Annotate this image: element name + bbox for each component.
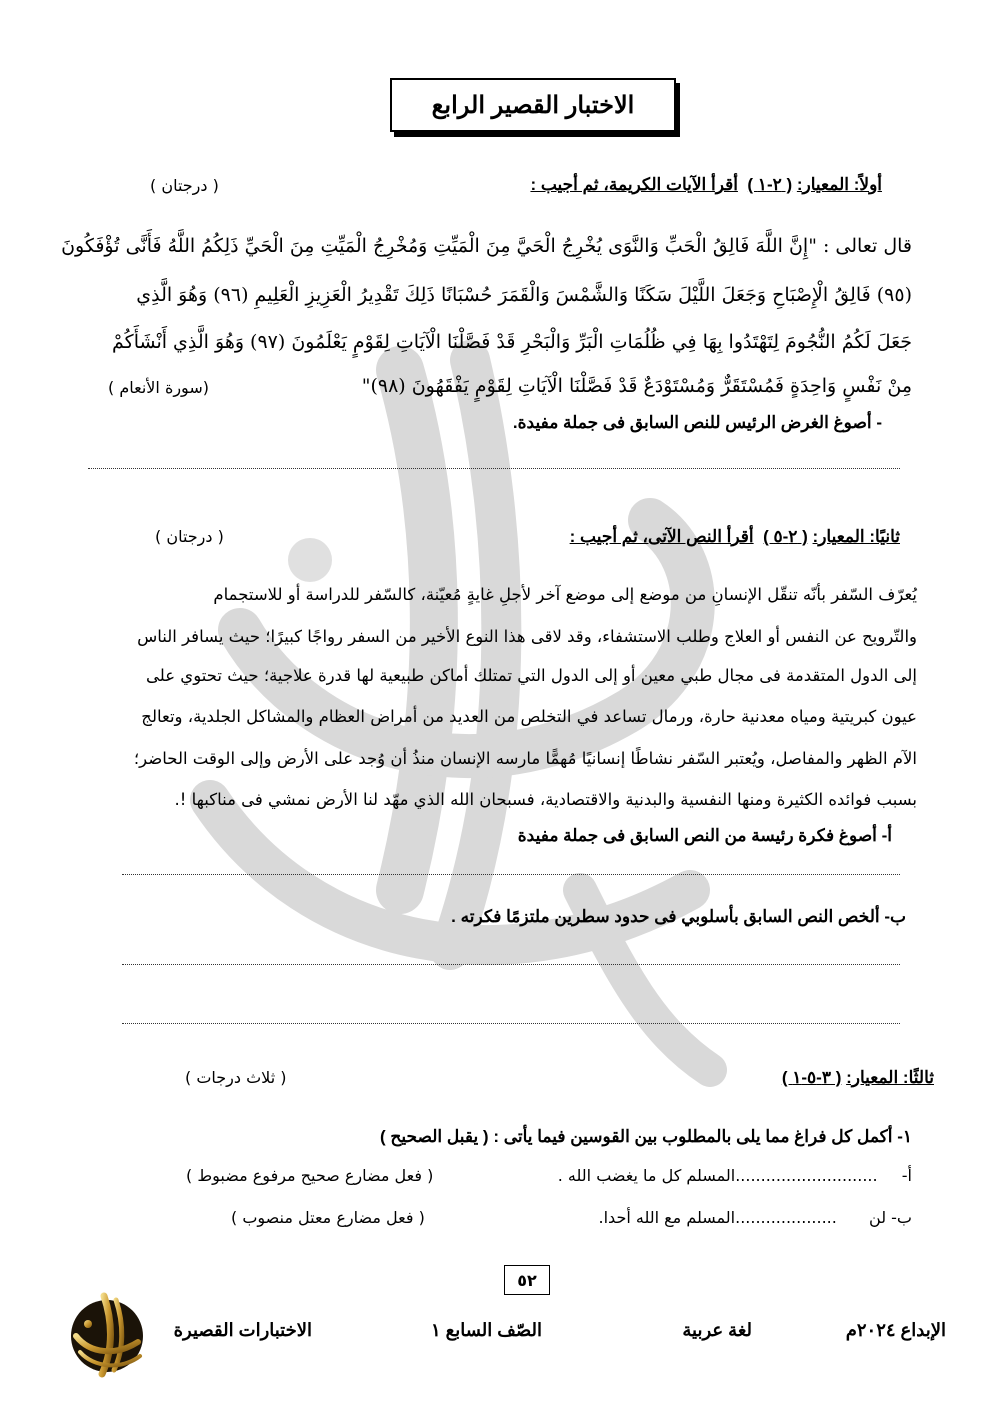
section3-standard: ( ٣-٥-١ ) [781, 1068, 842, 1087]
page-title: الاختبار القصير الرابع [390, 78, 676, 132]
paragraph-line-5: الآم الظهر والمفاصل، ويُعتبر السّفر نشاطًا إنسانيًا مُهمًّا مارسه الإنسان منذُ أن وُجد على الأرض وإلى الوقت الحاضر؛ [133, 749, 917, 768]
page-number: ٥٢ [504, 1265, 550, 1295]
fill-item-a [558, 1166, 912, 1185]
fill-item-text: المسلم مع الله أحدا. [598, 1208, 736, 1227]
section1-instruction: أقرأ الآيات الكريمة، ثم أجيب : [530, 175, 738, 194]
fill-item-b [599, 1208, 912, 1227]
answer-line [122, 964, 900, 965]
answer-line [88, 468, 900, 469]
section3-points: ( ثلاث درجات ) [185, 1068, 287, 1087]
footer-grade: الصّف السابع ١ [430, 1320, 542, 1340]
section1-heading [530, 175, 882, 195]
section3-label: ثالثًا: المعيار: [846, 1068, 934, 1087]
section1-question: - أصوغ الغرض الرئيس للنص السابق فى جملة مفيدة. [512, 413, 882, 432]
footer-subject: لغة عربية [682, 1320, 752, 1340]
footer-series: الاختبارات القصيرة [173, 1320, 312, 1340]
fill-item-a-hint: ( فعل مضارع صحيح مرفوع مضبوط ) [186, 1166, 434, 1185]
section2-instruction: أقرأ النص الآتى، ثم أجيب : [569, 527, 754, 546]
paragraph-line-4: عيون كبريتية ومياه معدنية حارة، ورمال تساعد في التخلص من العديد من أمراض العظام والمشاكل الجلدية، وتعالج [141, 707, 917, 726]
footer-brand: الإبداع ٢٠٢٤م [845, 1320, 946, 1340]
answer-line [122, 874, 900, 875]
verse-line-3: جَعَلَ لَكُمُ النُّجُومَ لِتَهْتَدُوا بِهَا فِي ظُلُمَاتِ الْبَرِّ وَالْبَحْرِ قَدْ فَصَّلْنَا الْآيَاتِ لِقَوْمٍ يَعْلَمُونَ (٩٧) وَهُوَ الَّذِي أَنْشَأَكُمْ [112, 331, 912, 353]
section2-standard: ( ٢-٥ ) [763, 527, 808, 546]
fill-blank[interactable]: ............................ [735, 1166, 878, 1185]
brand-logo [64, 1290, 150, 1380]
fill-item-b-hint: ( فعل مضارع معتل منصوب ) [231, 1208, 425, 1227]
section2-question-a: أ- أصوغ فكرة رئيسة من النص السابق فى جملة مفيدة [517, 826, 892, 845]
section2-question-b: ب- ألخص النص السابق بأسلوبي فى حدود سطرين ملتزمًا فكرته . [451, 907, 906, 926]
section3-heading [782, 1068, 934, 1088]
section3-question-1: ١- أكمل كل فراغ مما يلى بالمطلوب بين القوسين فيما يأتى : ( يقبل الصحيح ) [380, 1127, 912, 1146]
fill-item-prefix: أ- [901, 1166, 912, 1185]
verse-line-1: قال تعالى : "إِنَّ اللَّهَ فَالِقُ الْحَبِّ وَالنَّوَى يُخْرِجُ الْحَيَّ مِنَ الْمَيِّتِ وَمُخْرِجُ الْمَيِّتِ مِنَ الْحَيِّ ذَلِكُمُ اللَّهُ فَأَنَّى تُؤْفَكُونَ [61, 235, 912, 257]
fill-item-prefix: ب- لن [869, 1208, 912, 1227]
surah-name: (سورة الأنعام ) [108, 378, 209, 397]
paragraph-line-3: إلى الدول المتقدمة فى مجال طبي معين أو إلى الدول التي تمتلك أماكن طبيعية لها قدرة علاجية؛ حيث تحتوي على [145, 666, 917, 685]
section2-points: ( درجتان ) [155, 527, 224, 546]
paragraph-line-6: بسبب فوائده الكثيرة ومنها النفسية والبدنية والاقتصادية، فسبحان الله الذي مهّد لنا الأرض نمشي فى مناكبها !. [174, 790, 917, 809]
section2-heading [570, 527, 900, 547]
verse-line-2: (٩٥) فَالِقُ الْإِصْبَاحِ وَجَعَلَ اللَّيْلَ سَكَنًا وَالشَّمْسَ وَالْقَمَرَ حُسْبَانًا ذَلِكَ تَقْدِيرُ الْعَزِيزِ الْعَلِيمِ (٩٦) وَهُوَ الَّذِي [136, 284, 912, 306]
section1-label: أولاً: المعيار: [796, 175, 882, 194]
fill-item-text: المسلم كل ما يغضب الله . [557, 1166, 736, 1185]
section2-label: ثانيًا: المعيار: [812, 527, 900, 546]
verse-line-4: مِنْ نَفْسٍ وَاحِدَةٍ فَمُسْتَقَرٌّ وَمُسْتَوْدَعٌ قَدْ فَصَّلْنَا الْآيَاتِ لِقَوْمٍ يَفْقَهُونَ (٩٨)" [361, 375, 912, 397]
section1-standard: ( ٢-١ ) [747, 175, 793, 194]
paragraph-line-2: والتّرويح عن النفس أو العلاج وطلب الاستشفاء، وقد لاقى هذا النوع الأخير من السفر رواجًا كبيرًا؛ حيث يسافر الناس [137, 627, 917, 646]
paragraph-line-1: يُعرّف السّفر بأنّه تنقّل الإنسانِ من موضع إلى موضع آخر لأجلِ غايةٍ مُعيّنة، كالسّفر للدراسة أو للاستجمام [213, 585, 917, 604]
fill-blank[interactable]: .................... [735, 1208, 837, 1227]
section1-points: ( درجتان ) [150, 176, 219, 195]
answer-line [122, 1023, 900, 1024]
